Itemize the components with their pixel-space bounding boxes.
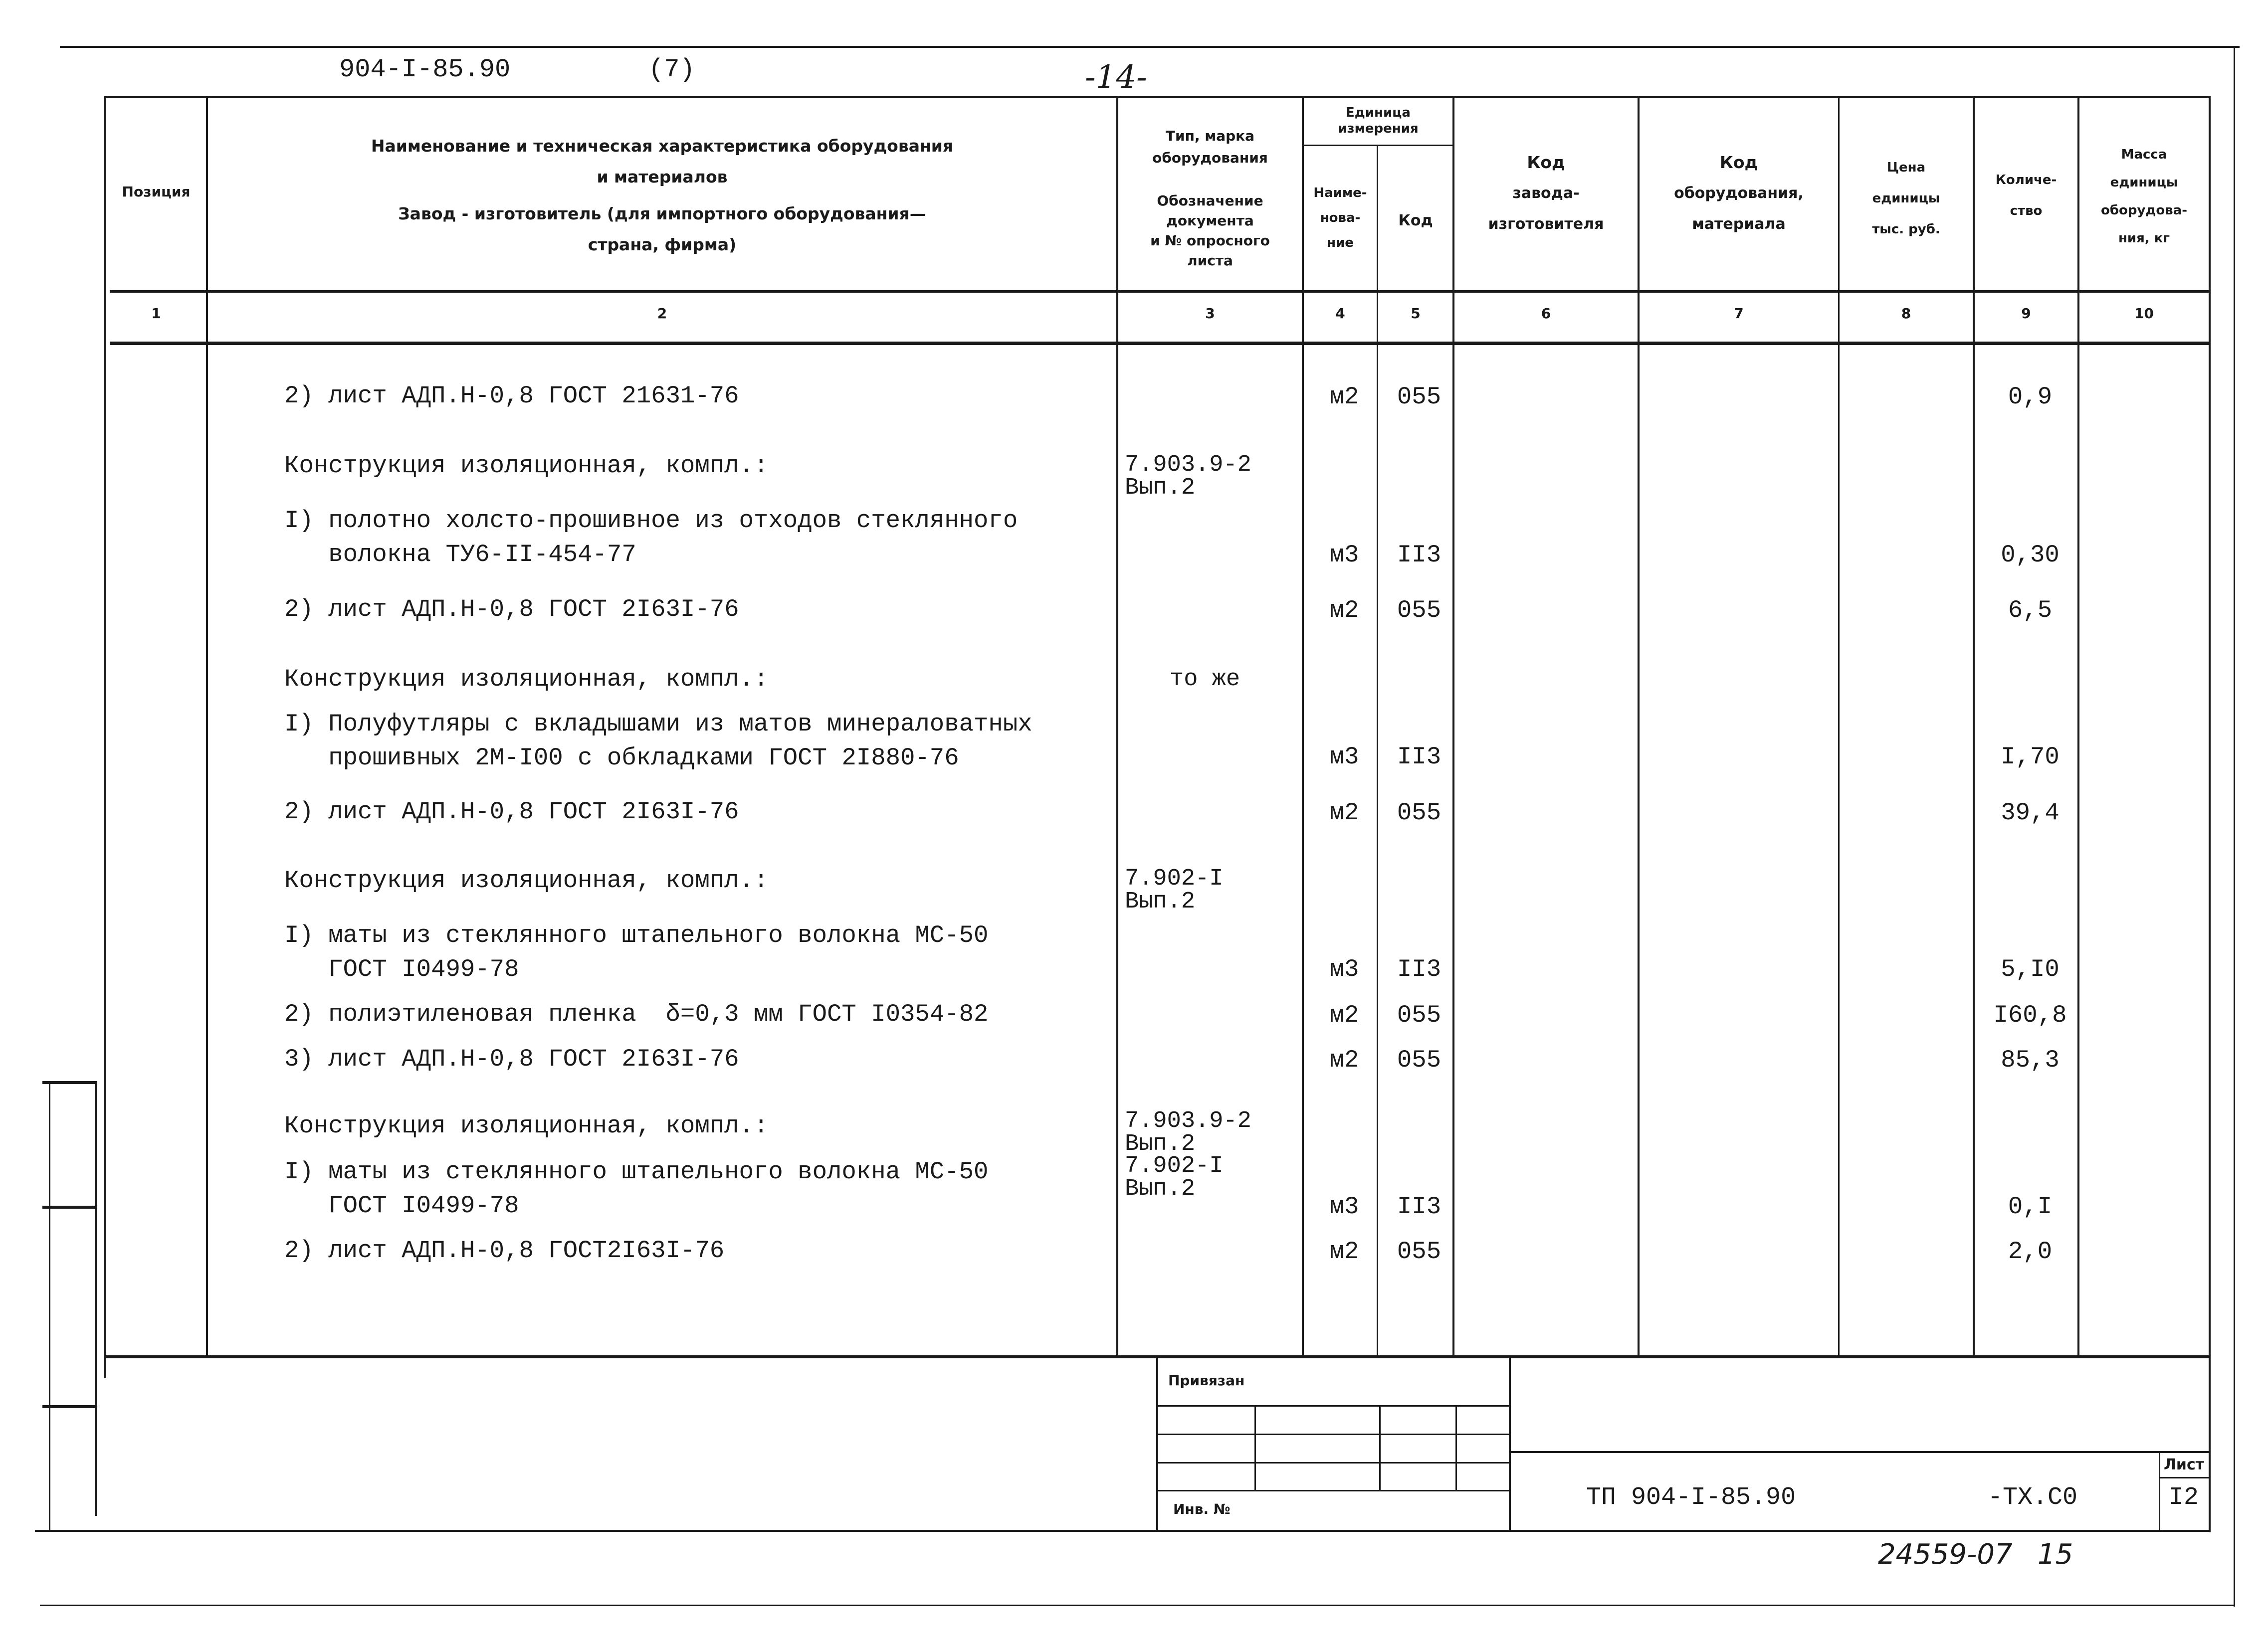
header-plant-code3: изготовителя: [1488, 215, 1604, 233]
outer-bottom-line: [40, 1605, 2235, 1606]
frame-top-line: [104, 96, 2210, 98]
stamp-col-line: [1455, 1405, 1457, 1491]
stamp-box-left: [1156, 1357, 1158, 1531]
sheet-label: Лист: [2164, 1456, 2205, 1473]
row-description: Конструкция изоляционная, компл.:: [284, 665, 769, 693]
header-equip-code3: материала: [1692, 215, 1786, 233]
row-quantity: I,70: [2001, 743, 2060, 771]
row-unit-code: II3: [1397, 541, 1442, 569]
col-line: [1838, 96, 1840, 1358]
col-number: 9: [2021, 305, 2031, 322]
archive-number: 24559-07: [1878, 1538, 2013, 1571]
outer-right-line: [2234, 46, 2235, 1607]
row-unit: м3: [1329, 955, 1359, 983]
col-line: [1302, 96, 1304, 1358]
row-description: 2) лист АДП.Н-0,8 ГОСТ 2I63I-76: [284, 798, 739, 826]
doc-code: 904-I-85.90: [339, 55, 511, 84]
header-plant-code2: завода-: [1512, 184, 1580, 202]
row-type: то же: [1170, 666, 1240, 693]
row-description: Конструкция изоляционная, компл.:: [284, 867, 769, 895]
row-unit: м3: [1329, 743, 1359, 771]
row-description: I) маты из стеклянного штапельного волокна МС-50 ГОСТ I0499-78: [284, 921, 989, 983]
header-qty1: Количе-: [1995, 173, 2057, 187]
col-number: 8: [1901, 305, 1911, 322]
row-description: 2) лист АДП.Н-0,8 ГОСТ 2I63I-76: [284, 595, 739, 623]
row-unit-code: II3: [1397, 743, 1442, 771]
row-unit: м2: [1329, 1046, 1359, 1074]
part-number: (7): [648, 55, 695, 84]
row-unit: м2: [1329, 596, 1359, 624]
row-description: Конструкция изоляционная, компл.:: [284, 452, 769, 480]
frame-right-line: [2209, 96, 2211, 1532]
header-position: Позиция: [122, 183, 191, 200]
col-number: 5: [1411, 305, 1421, 322]
header-bottom-line: [110, 290, 2210, 293]
margin-mark: [42, 1405, 97, 1408]
row-quantity: 0,9: [2008, 383, 2053, 411]
row-quantity: I60,8: [1993, 1001, 2067, 1029]
stamp-col-line: [1254, 1405, 1256, 1491]
header-type-line6: листа: [1187, 252, 1233, 269]
row-type: 7.902-I Вып.2: [1125, 866, 1224, 915]
row-description: 3) лист АДП.Н-0,8 ГОСТ 2I63I-76: [284, 1045, 739, 1073]
row-unit: м3: [1329, 1193, 1359, 1221]
row-description: Конструкция изоляционная, компл.:: [284, 1112, 769, 1140]
col-line: [1638, 96, 1640, 1358]
row-description: 2) лист АДП.Н-0,8 ГОСТ 21631-76: [284, 382, 739, 410]
row-unit-code: 055: [1397, 799, 1442, 827]
header-type-line2: оборудования: [1152, 150, 1268, 166]
header-price2: единицы: [1872, 191, 1940, 206]
col-number: 1: [151, 305, 161, 322]
row-unit: м2: [1329, 799, 1359, 827]
row-type: 7.902-I Вып.2: [1125, 1153, 1224, 1202]
margin-mark: [42, 1206, 97, 1209]
header-mass1: Масса: [2121, 147, 2167, 162]
header-price1: Цена: [1886, 160, 1926, 175]
col-number: 7: [1734, 305, 1744, 322]
row-unit-code: 055: [1397, 596, 1442, 624]
col-line: [206, 96, 208, 1358]
title-top-line: [1510, 1451, 2209, 1453]
top-border-line: [60, 46, 2240, 48]
col-number: 10: [2134, 305, 2154, 322]
bottom-frame-line: [35, 1530, 2211, 1532]
sheet-box-line: [2160, 1477, 2209, 1478]
stamp-inv-no: Инв. №: [1173, 1501, 1231, 1517]
header-mass2: единицы: [2110, 175, 2178, 190]
header-name-line1: Наименование и техническая характеристика оборудования: [371, 136, 954, 156]
row-quantity: 6,5: [2008, 596, 2053, 624]
row-unit-code: II3: [1397, 955, 1442, 983]
col-line: [1377, 145, 1378, 1358]
header-type-line4: документа: [1166, 212, 1254, 229]
stamp-privyazan: Привязан: [1168, 1372, 1245, 1389]
header-name-line2: и материалов: [597, 167, 728, 186]
header-name-line3: Завод - изготовитель (для импортного оборудования—: [398, 204, 926, 223]
header-unit-name1: Наиме-: [1313, 185, 1367, 200]
row-description: I) маты из стеклянного штапельного волокна МС-50 ГОСТ I0499-78: [284, 1158, 989, 1220]
row-quantity: 0,30: [2001, 541, 2060, 569]
unit-group-line: [1303, 145, 1453, 146]
row-unit-code: 055: [1397, 1046, 1442, 1074]
row-quantity: 39,4: [2001, 799, 2060, 827]
row-unit: м2: [1329, 1001, 1359, 1029]
page-mark: -14-: [1085, 59, 1147, 96]
row-unit-code: 055: [1397, 1238, 1442, 1266]
header-name-line4: страна, фирма): [588, 235, 737, 254]
header-unit-group1: Единица: [1346, 105, 1411, 120]
header-equip-code1: Код: [1719, 153, 1758, 172]
row-unit: м3: [1329, 541, 1359, 569]
header-mass4: ния, кг: [2118, 231, 2170, 246]
title-suffix: -ТХ.С0: [1988, 1483, 2078, 1512]
col-number: 2: [657, 305, 667, 322]
header-equip-code2: оборудования,: [1674, 184, 1804, 202]
row-unit: м2: [1329, 1238, 1359, 1266]
row-quantity: 85,3: [2001, 1046, 2060, 1074]
header-plant-code1: Код: [1527, 153, 1565, 172]
title-code: ТП 904-I-85.90: [1586, 1483, 1796, 1512]
header-type-line3: Обозначение: [1157, 192, 1263, 209]
row-quantity: 2,0: [2008, 1238, 2053, 1266]
row-description: I) полотно холсто-прошивное из отходов стеклянного волокна ТУ6-II-454-77: [284, 507, 1018, 568]
footer-page: 15: [2038, 1538, 2073, 1571]
header-type-line5: и № опросного: [1150, 232, 1270, 249]
header-unit-group2: измерения: [1338, 121, 1419, 136]
header-price3: тыс. руб.: [1872, 222, 1940, 237]
row-quantity: 0,I: [2008, 1193, 2053, 1221]
header-unit-code: Код: [1398, 212, 1433, 229]
row-type: 7.903.9-2 Вып.2: [1125, 1108, 1251, 1157]
col-number: 4: [1335, 305, 1345, 322]
row-description: 2) лист АДП.Н-0,8 ГОСТ2I63I-76: [284, 1237, 725, 1265]
sheet-box-left: [2159, 1451, 2160, 1531]
number-row-line: [110, 342, 2210, 345]
row-unit: м2: [1329, 383, 1359, 411]
row-description: 2) полиэтиленовая пленка δ=0,3 мм ГОСТ I0354-82: [284, 1000, 989, 1028]
sheet-number: I2: [2169, 1483, 2199, 1512]
header-unit-name3: ние: [1327, 235, 1354, 250]
stamp-col-line: [1379, 1405, 1381, 1491]
col-number: 3: [1205, 305, 1215, 322]
header-mass3: оборудова-: [2100, 203, 2188, 218]
margin-line: [95, 1082, 97, 1516]
row-unit-code: II3: [1397, 1193, 1442, 1221]
header-unit-name2: нова-: [1320, 210, 1361, 225]
row-quantity: 5,I0: [2001, 955, 2060, 983]
col-line: [1116, 96, 1118, 1358]
col-line: [2077, 96, 2079, 1358]
stamp-box-right: [1509, 1357, 1511, 1531]
col-line: [1452, 96, 1454, 1358]
row-type: 7.903.9-2 Вып.2: [1125, 452, 1251, 501]
margin-line: [49, 1082, 50, 1531]
header-qty2: ство: [2010, 203, 2043, 218]
row-unit-code: 055: [1397, 1001, 1442, 1029]
col-number: 6: [1541, 305, 1551, 322]
row-unit-code: 055: [1397, 383, 1442, 411]
margin-mark: [42, 1081, 97, 1084]
frame-left-line: [104, 96, 106, 1378]
row-description: I) Полуфутляры с вкладышами из матов минераловатных прошивных 2М-I00 с обкладками ГОСТ 2I880-76: [284, 710, 1032, 772]
header-type-line1: Тип, марка: [1165, 128, 1255, 144]
col-line: [1973, 96, 1975, 1358]
